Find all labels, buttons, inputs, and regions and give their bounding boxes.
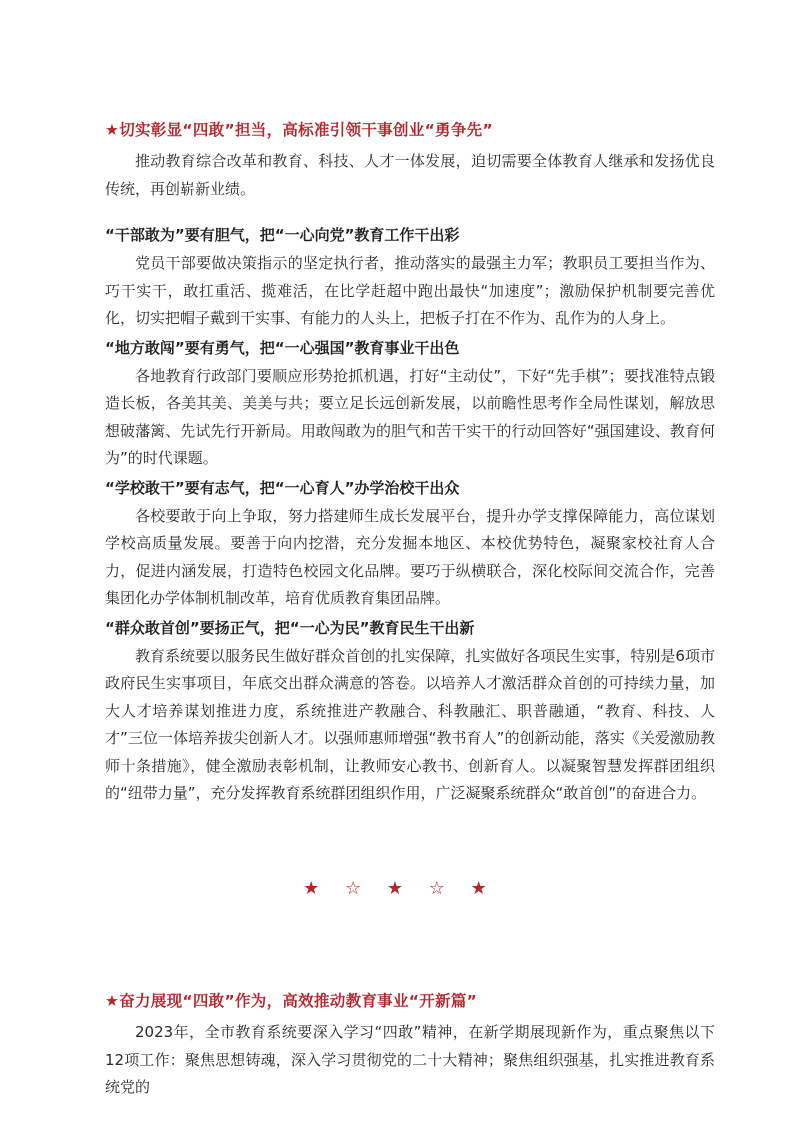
- item-localities: [105, 336, 715, 473]
- star-icon: ★: [303, 878, 330, 899]
- section-1-intro: 推动教育综合改革和教育、科技、人才一体发展，迫切需要全体教育人继承和发扬优良传统，再创崭新业绩。: [105, 152, 715, 198]
- star-divider: [0, 878, 800, 899]
- item-schools-body: 各校要敢于向上争取，努力搭建师生成长发展平台，提升办学支撑保障能力，高位谋划学校高质量发展。要善于向内挖潜，充分发掘本地区、本校优势特色，凝聚家校社育人合力，促进内涵发展，打造特色校园文化品牌。要巧于纵横联合，深化校际间交流合作，完善集团化办学体制机制改革，培育优质教育集团品牌。: [105, 506, 715, 607]
- item-cadres-body: 党员干部要做决策指示的坚定执行者，推动落实的最强主力军；教职员工要担当作为、巧干实干，敢扛重活、揽难活，在比学赶超中跑出最快“加速度”；激励保护机制要完善优化，切实把帽子戴到干实事、有能力的人头上，把板子打在不作为、乱作为的人身上。: [105, 254, 715, 327]
- section-2-intro: 2023年，全市教育系统要深入学习“四敢”精神，在新学期展现新作为，重点聚焦以下12项工作：聚焦思想铸魂，深入学习贯彻党的二十大精神；聚焦组织强基，扎实推进教育系统党的: [105, 1023, 715, 1096]
- section-2: [105, 989, 715, 1102]
- item-schools: [105, 476, 715, 613]
- star-outline-icon: ☆: [345, 878, 372, 899]
- item-masses-title: “群众敢首创”要扬正气，把“一心为民”教育民生干出新: [105, 618, 475, 637]
- item-masses: [105, 616, 715, 808]
- item-cadres: [105, 223, 715, 333]
- section-2-heading: ★奋力展现“四敢”作为，高效推动教育事业“开新篇”: [105, 992, 478, 1010]
- item-cadres-title: “干部敢为”要有胆气，把“一心向党”教育工作干出彩: [105, 226, 460, 244]
- star-outline-icon: ☆: [428, 878, 455, 899]
- item-schools-title: “学校敢干”要有志气，把“一心育人”办学治校干出众: [105, 478, 460, 497]
- star-icon: ★: [470, 878, 497, 899]
- item-localities-title: “地方敢闯”要有勇气，把“一心强国”教育事业干出色: [105, 338, 460, 357]
- star-icon: ★: [386, 878, 414, 899]
- section-1: [105, 118, 715, 808]
- item-localities-body: 各地教育行政部门要顺应形势抢抓机遇，打好“主动仗”，下好“先手棋”；要找准特点锻造长板，各美其美、美美与共；要立足长远创新发展，以前瞻性思考作全局性谋划，解放思想破藩篱、先试先行开新局。用敢闯敢为的胆气和苦干实干的行动回答好“强国建设、教育何为”的时代课题。: [105, 366, 715, 467]
- section-1-heading: ★切实彰显“四敢”担当，高标准引领干事创业“勇争先”: [105, 121, 493, 139]
- item-masses-body: 教育系统要以服务民生做好群众首创的扎实保障，扎实做好各项民生实事，特别是6项市政府民生实事项目，年底交出群众满意的答卷。以培养人才激活群众首创的可持续力量，加大人才培养谋划推进力度，系统推进产教融合、科教融汇、职普融通，“教育、科技、人才”三位一体培养拔尖创新人才。以强师惠师增强“教书育人”的创新动能，落实《关爱激励教师十条措施》，健全激励表彰机制，让教师安心教书、创新育人。以凝聚智慧发挥群团组织的“纽带力量”，充分发挥教育系统群团组织作用，广泛凝聚系统群众“敢首创”的奋进合力。: [105, 646, 715, 802]
